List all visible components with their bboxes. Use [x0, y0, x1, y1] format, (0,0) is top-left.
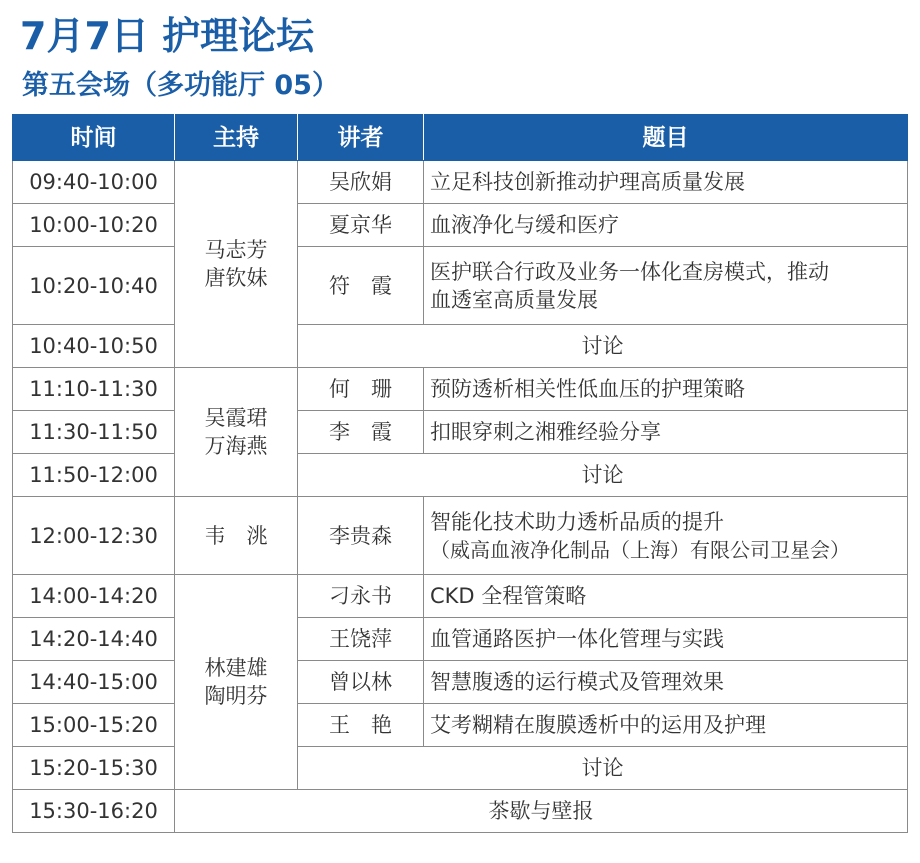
time-cell: 15:00-15:20 [13, 704, 175, 747]
column-header-speaker: 讲者 [298, 115, 424, 161]
topic-line: 血液净化与缓和医疗 [430, 213, 619, 237]
speaker-cell: 刁永书 [298, 575, 424, 618]
discussion-cell: 讨论 [298, 747, 908, 790]
host-name: 陶明芬 [204, 684, 268, 708]
speaker-cell: 王 艳 [298, 704, 424, 747]
venue-subtitle: 第五会场（多功能厅 05） [22, 70, 339, 101]
time-cell: 14:40-15:00 [13, 661, 175, 704]
topic-line: 智慧腹透的运行模式及管理效果 [430, 670, 724, 694]
table-row [13, 747, 908, 790]
time-cell: 15:20-15:30 [13, 747, 175, 790]
host-name: 马志芳 [204, 238, 268, 262]
table-row [13, 368, 908, 411]
column-header-topic: 题目 [424, 115, 908, 161]
topic-line: 血管通路医护一体化管理与实践 [430, 627, 724, 651]
table-row [13, 497, 908, 575]
speaker-cell: 李贵森 [298, 497, 424, 575]
table-row [13, 454, 908, 497]
speaker-cell: 符 霞 [298, 247, 424, 325]
speaker-cell: 李 霞 [298, 411, 424, 454]
schedule-table [12, 114, 908, 833]
table-row [13, 618, 908, 661]
speaker-cell: 夏京华 [298, 204, 424, 247]
host-cell [175, 161, 298, 368]
topic-line: CKD 全程管策略 [430, 584, 587, 608]
host-name: 林建雄 [204, 656, 268, 680]
table-row [13, 661, 908, 704]
topic-line: 医护联合行政及业务一体化查房模式，推动 [430, 259, 829, 284]
time-cell: 14:00-14:20 [13, 575, 175, 618]
discussion-cell: 讨论 [298, 454, 908, 497]
topic-line: 血透室高质量发展 [430, 287, 598, 312]
time-cell: 10:00-10:20 [13, 204, 175, 247]
host-name: 韦 洮 [204, 523, 268, 548]
topic-cell [424, 661, 908, 704]
break-cell: 茶歇与壁报 [175, 790, 908, 833]
table-row [13, 204, 908, 247]
host-name: 万海燕 [204, 434, 268, 458]
topic-line: 智能化技术助力透析品质的提升 [430, 509, 724, 534]
topic-cell [424, 204, 908, 247]
time-cell: 15:30-16:20 [13, 790, 175, 833]
table-row [13, 704, 908, 747]
speaker-cell: 吴欣娟 [298, 161, 424, 204]
topic-cell [424, 575, 908, 618]
host-cell [175, 368, 298, 497]
host-cell [175, 497, 298, 575]
topic-cell [424, 497, 908, 575]
page-title: 7月7日 护理论坛 [20, 14, 315, 58]
time-cell: 10:40-10:50 [13, 325, 175, 368]
table-row [13, 161, 908, 204]
host-name: 吴霞珺 [204, 406, 268, 430]
topic-cell [424, 247, 908, 325]
time-cell: 12:00-12:30 [13, 497, 175, 575]
time-cell: 11:30-11:50 [13, 411, 175, 454]
speaker-cell: 曾以林 [298, 661, 424, 704]
table-row [13, 790, 908, 833]
table-row [13, 247, 908, 325]
time-cell: 11:10-11:30 [13, 368, 175, 411]
topic-cell [424, 161, 908, 204]
topic-line: 立足科技创新推动护理高质量发展 [430, 170, 745, 194]
topic-line: 扣眼穿刺之湘雅经验分享 [430, 420, 661, 444]
topic-cell [424, 618, 908, 661]
speaker-cell: 王饶萍 [298, 618, 424, 661]
column-header-host: 主持 [175, 115, 298, 161]
table-row [13, 325, 908, 368]
time-cell: 10:20-10:40 [13, 247, 175, 325]
time-cell: 11:50-12:00 [13, 454, 175, 497]
host-cell [175, 575, 298, 790]
speaker-cell: 何 珊 [298, 368, 424, 411]
topic-cell [424, 368, 908, 411]
host-name: 唐钦妹 [204, 266, 268, 290]
topic-line: 艾考糊精在腹膜透析中的运用及护理 [430, 713, 766, 737]
topic-line: 预防透析相关性低血压的护理策略 [430, 377, 745, 401]
topic-cell [424, 704, 908, 747]
table-header-row [13, 115, 908, 161]
table-row [13, 575, 908, 618]
topic-line: （威高血液净化制品（上海）有限公司卫星会） [430, 537, 850, 562]
table-row [13, 411, 908, 454]
time-cell: 14:20-14:40 [13, 618, 175, 661]
discussion-cell: 讨论 [298, 325, 908, 368]
topic-cell [424, 411, 908, 454]
column-header-time: 时间 [13, 115, 175, 161]
time-cell: 09:40-10:00 [13, 161, 175, 204]
